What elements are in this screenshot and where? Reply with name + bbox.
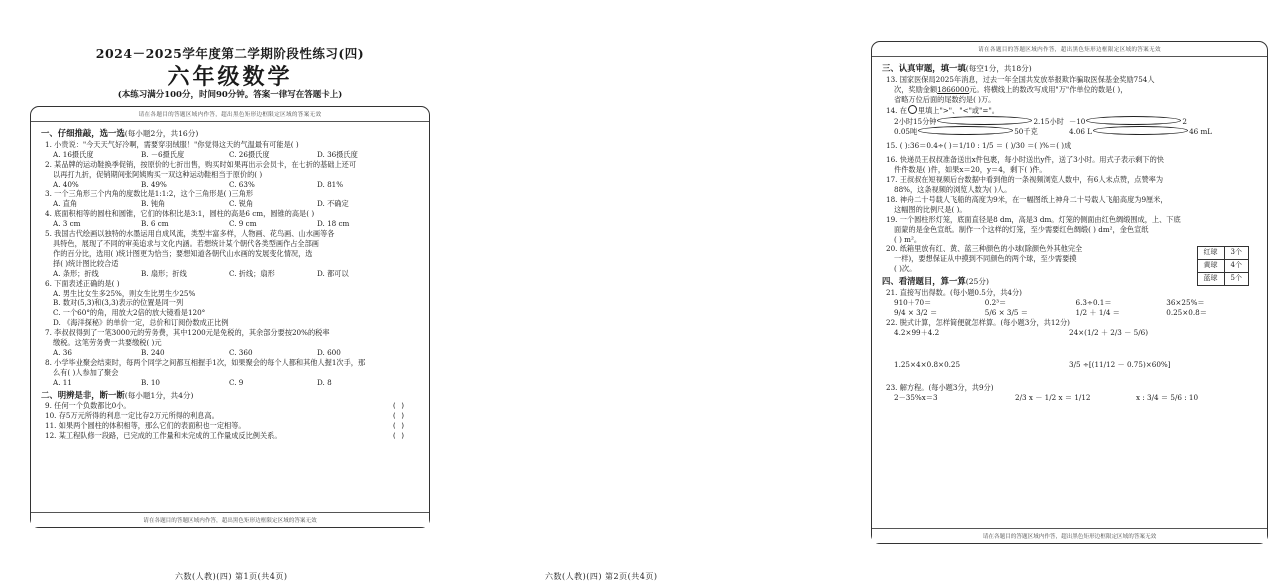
true-false-item	[45, 421, 419, 431]
answer-option: A. 直角	[53, 199, 78, 209]
answer-option: A. 3 cm	[53, 219, 81, 229]
answer-option: C. 锐角	[229, 199, 254, 209]
question-7	[45, 328, 419, 358]
answer-option: A. 40%	[53, 179, 79, 189]
multiple-choice-list	[45, 140, 419, 388]
subject-title: 六年级数学	[167, 64, 293, 90]
question-stem: 1. 小贵说："今天天气好冷啊，需要穿羽绒服！"你觉得这天的气温最有可能是( )	[45, 139, 299, 149]
question-15: 15. ( ):36＝0.4÷( )＝1/10 : 1/5 ＝ ( )/30 ＝( )%＝( )成	[886, 141, 1072, 151]
compare-circle-icon	[1093, 126, 1188, 135]
left-questions	[31, 122, 429, 441]
question-stem: 缴税。这笔劳务费一共要缴税( )元	[53, 338, 162, 348]
question-stem: 6. 下面表述正确的是( )	[45, 278, 120, 288]
answer-option: B. 6 cm	[141, 219, 169, 229]
compare-circle-icon	[918, 126, 1013, 135]
option-row	[45, 199, 419, 209]
answer-blank: ( )	[392, 411, 405, 421]
answer-option: A. 16摄氏度	[53, 149, 94, 159]
question-1	[45, 140, 419, 160]
statement-text: 11. 如果两个圆柱的体积相等，那么它们的表面积也一定相等。	[45, 421, 246, 431]
answer-option: C. 63%	[229, 179, 255, 189]
exam-page-2	[430, 0, 1242, 588]
option-row	[45, 150, 419, 160]
answer-option: D. 《海洋探秘》的单价一定，总价和订阅份数成正比例	[53, 318, 229, 328]
answer-blank: ( )	[392, 401, 405, 411]
section-1-title: 一、仔细推敲，选一选(每小题2分，共16分)	[41, 128, 199, 138]
compare-circle-icon	[1086, 116, 1181, 125]
page-footer: 六数(人教)(四) 第1页(共4页)	[175, 572, 288, 581]
answer-region-notice-bottom: 请在各题目的答题区域内作答，超出黑色矩形边框限定区域的答案无效	[872, 528, 1267, 543]
answer-option: C. 9	[229, 377, 244, 387]
statement-text: 10. 存5万元所得的利息一定比存2万元所得的利息高。	[45, 411, 219, 421]
answer-option: A. 男生比女生多25%，则女生比男生少25%	[53, 288, 196, 298]
question-14: 14. 在 里填上">"、"<"或"="。 2小时15分钟 2.15小时 －10 2 0.05吨 50千克 4.06 L 46 mL	[886, 105, 1213, 137]
question-18: 18. 神舟二十号载人飞船的高度为9米，在一幅图纸上神舟二十号载人飞船高度为9厘米， 这幅图的比例尺是( )。	[886, 194, 1168, 214]
answer-option: C. 360	[229, 347, 253, 357]
answer-option: B. 扇形；折线	[141, 268, 187, 278]
answer-option: D. 81%	[317, 179, 344, 189]
true-false-item	[45, 401, 419, 411]
answer-option: C. 9 cm	[229, 219, 257, 229]
question-22: 22. 脱式计算，怎样简便就怎样算。(每小题3分，共12分) 4.2×99＋4.2 24×(1/2 ＋ 2/3 － 5/6) 1.25×4×0.8×0.25 3/5 ÷[(11/12 － 0.75)×60%]	[886, 317, 1171, 369]
question-21: 21. 直接写出得数。(每小题0.5分，共4分) 910＋70＝ 0.2³＝ 6.3÷0.1＝ 36×25%＝ 9/4 × 3/2 ＝ 5/6 × 3/5 ＝ 1/2 ＋ 1/4 ＝ 0.25×0.8＝	[886, 288, 1207, 317]
answer-option: B. 240	[141, 347, 165, 357]
page-footer: 六数(人教)(四) 第2页(共4页)	[545, 572, 658, 581]
question-stem: 具特色，展现了不同的审美追求与文化内涵。若想统计某个朝代各类型画作占全部画	[53, 238, 319, 248]
true-false-list	[45, 401, 419, 441]
right-questions	[872, 57, 1267, 403]
question-stem: 5. 我国古代绘画以独特的水墨运用自成风流，类型丰富多样，人物画、花鸟画、山水画等各	[45, 229, 335, 239]
answer-option: A. 条形；折线	[53, 268, 99, 278]
answer-option: B. 49%	[141, 179, 167, 189]
question-19: 19. 一个圆柱形灯笼，底面直径是8 dm，高是3 dm。灯笼的侧面由红色绸缎围成，上、下底 面蒙的是金色宣纸。制作一个这样的灯笼，至少需要红色绸缎( ) dm²，金色宣纸 ( ) m²。	[886, 214, 1181, 244]
answer-option: C. 26摄氏度	[229, 149, 270, 159]
exam-page-1	[0, 0, 430, 588]
question-2	[45, 160, 419, 190]
answer-option: D. 都可以	[317, 268, 349, 278]
answer-region-notice-top: 请在各题目的答题区域内作答，超出黑色矩形边框限定区域的答案无效	[31, 107, 429, 122]
exam-year-title: 2024－2025学年度第二学期阶段性练习(四)	[95, 46, 365, 61]
answer-option: A. 11	[53, 377, 72, 387]
answer-region-right	[871, 41, 1268, 544]
section-3-title: 三、认真审题，填一填(每空1分，共18分)	[882, 63, 1032, 73]
question-23: 23. 解方程。(每小题3分，共9分) 2－35%x＝3 2/3 x － 1/2 x ＝ 1/12 x : 3/4 ＝ 5/6 : 10	[886, 383, 1199, 403]
question-16: 16. 快递员王叔叔准备送出x件包裹，每小时送出y件，送了3小时。用式子表示剩下的快 件件数是( )件，如果x＝20，y＝4，剩下( )件。	[886, 155, 1164, 175]
exam-instructions: (本练习满分100分，时间90分钟。答案一律写在答题卡上)	[117, 90, 343, 100]
question-17: 17. 王叔叔在短视频后台数据中看到他的一条视频浏览人数中，有6人未点赞，点赞率为 88%，这条视频的浏览人数为( )人。	[886, 175, 1164, 194]
question-5	[45, 229, 419, 279]
answer-option: D. 不确定	[317, 199, 349, 209]
section-2-title: 二、明辨是非，断一断(每小题1分，共4分)	[41, 389, 194, 400]
answer-region-notice-bottom: 请在各题目的答题区域内作答，超出黑色矩形边框限定区域的答案无效	[31, 512, 429, 527]
ball-count-table: 红球 3个 黄球 4个 蓝球 5个	[1197, 246, 1249, 286]
option-row	[45, 348, 419, 358]
option-row	[45, 269, 419, 279]
question-stem: 择( )统计图比较合适	[53, 258, 119, 268]
section-4-title: 四、看清题目，算一算(25分)	[882, 276, 989, 287]
circle-blank-icon	[908, 105, 917, 114]
question-stem: 以再打九折，促销期间张阿姨购买一双这种运动鞋相当于原价的( )	[53, 169, 263, 179]
answer-option: C. 一个60°的角，用放大2倍的放大镜看是120°	[53, 308, 206, 318]
true-false-item	[45, 411, 419, 421]
option-row	[45, 180, 419, 190]
option-row	[45, 378, 419, 388]
answer-region-notice-top: 请在各题目的答题区域内作答，超出黑色矩形边框限定区域的答案无效	[872, 42, 1267, 57]
question-stem: 3. 一个三角形三个内角的度数比是1:1:2，这个三角形是( )三角形	[45, 189, 254, 199]
answer-blank: ( )	[392, 431, 405, 441]
question-8	[45, 358, 419, 388]
question-stem: 4. 底面积相等的圆柱和圆锥，它们的体积比是3:1，圆柱的高是6 cm，圆锥的高是( )	[45, 209, 315, 219]
question-stem: 作的百分比，选用( )统计图更为恰当；要想知道各朝代山水画的发展变化情况，选	[53, 248, 313, 258]
statement-text: 12. 某工程队修一段路，已完成的工作量和未完成的工作量成反比例关系。	[45, 431, 282, 441]
statement-text: 9. 任何一个负数都比0小。	[45, 401, 131, 411]
question-3	[45, 189, 419, 209]
answer-option: D. 8	[317, 377, 332, 387]
answer-option: A. 36	[53, 347, 72, 357]
question-4	[45, 209, 419, 229]
answer-option: C. 折线；扇形	[229, 268, 275, 278]
answer-blank: ( )	[392, 421, 405, 431]
answer-option: D. 600	[317, 347, 341, 357]
answer-option: D. 18 cm	[317, 219, 350, 229]
option-row	[45, 219, 419, 229]
question-stem: 么有( )人参加了聚会	[53, 367, 119, 377]
question-stem: 2. 某品牌的运动鞋换季促销，按原价的七折出售，购买时如果再出示会员卡，在七折的基础上还可	[45, 159, 357, 169]
question-13: 13. 国家医保局2025年消息，过去一年全国共发放举报欺诈骗取医保基金奖励754人 次，奖励金额1866000元。将横线上的数改写成用"万"作单位的数是( )， 省略万位后面的尾数约是( )万。	[886, 74, 1155, 104]
answer-option: B. －6摄氏度	[141, 149, 185, 159]
true-false-item	[45, 431, 419, 441]
answer-option: B. 数对(5,3)和(3,3)表示的位置是同一列	[53, 298, 184, 308]
answer-option: B. 钝角	[141, 199, 166, 209]
question-20: 20. 纸箱里放有红、黄、蓝三种颜色的小球(除颜色外其他完全 一样)，要想保证从中摸到不同颜色的两个球，至少需要摸 ( )次。 红球 3个 黄球 4个 蓝球 5个	[886, 244, 1257, 274]
answer-option: B. 10	[141, 377, 160, 387]
answer-region-left	[30, 106, 430, 528]
compare-circle-icon	[937, 116, 1032, 125]
question-stem: 7. 李叔叔得到了一笔3000元的劳务费，其中1200元是免税的，其余部分要按20%的税率	[45, 328, 330, 338]
answer-option: D. 36摄氏度	[317, 149, 358, 159]
question-stem: 8. 小学毕业聚会结束时，每两个同学之间都互相握手1次，如果聚会的每个人都和其他人握1次手，那	[45, 357, 366, 367]
question-6	[45, 279, 419, 329]
